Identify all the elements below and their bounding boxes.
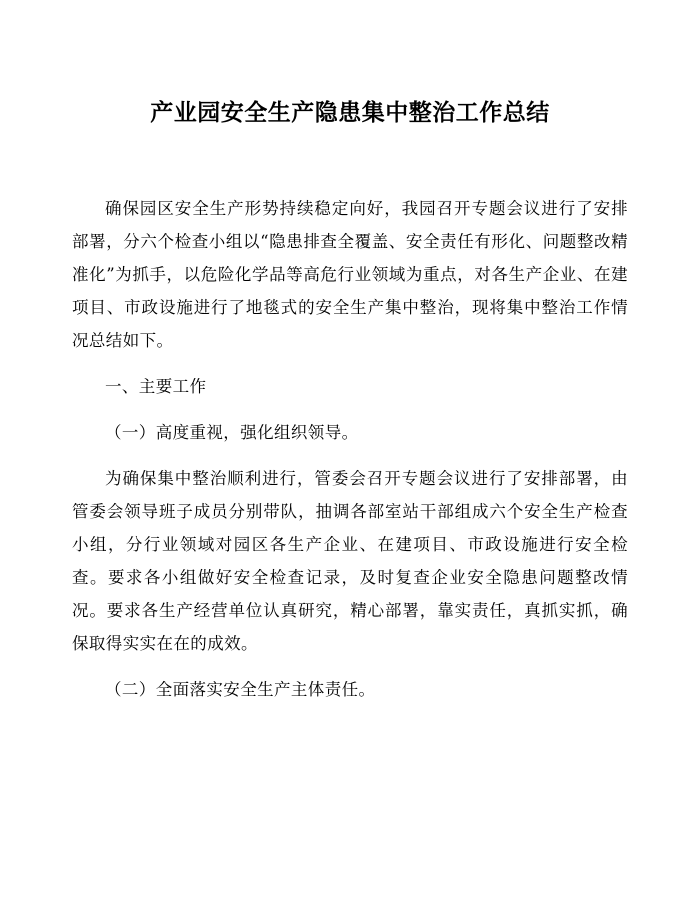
page-title: 产业园安全生产隐患集中整治工作总结 xyxy=(150,100,550,126)
paragraph-intro: 确保园区安全生产形势持续稳定向好，我园召开专题会议进行了安排部署，分六个检查小组以“隐患排查全覆盖、安全责任有形化、问题整改精准化”为抓手，以危险化学品等高危行业领域为重点，对各生产企业、在建项目、市政设施进行了地毯式的安全生产集中整治，现将集中整治工作情况总结如下。 xyxy=(72,199,628,350)
paragraph-subsection-one-body: 为确保集中整治顺利进行，管委会召开专题会议进行了安排部署，由管委会领导班子成员分别带队，抽调各部室站干部组成六个安全生产检查小组，分行业领域对园区各生产企业、在建项目、市政设施进行安全检查。要求各小组做好安全检查记录，及时复查企业安全隐患问题整改情况。要求各生产经营单位认真研究，精心部署，靠实责任，真抓实抓，确保取得实实在在的成效。 xyxy=(72,469,628,653)
subsection-heading-two: （二）全面落实安全生产主体责任。 xyxy=(105,680,376,699)
subsection-heading-one: （一）高度重视，强化组织领导。 xyxy=(105,423,359,442)
section-heading-one: 一、主要工作 xyxy=(105,377,207,396)
document-body xyxy=(72,192,628,706)
